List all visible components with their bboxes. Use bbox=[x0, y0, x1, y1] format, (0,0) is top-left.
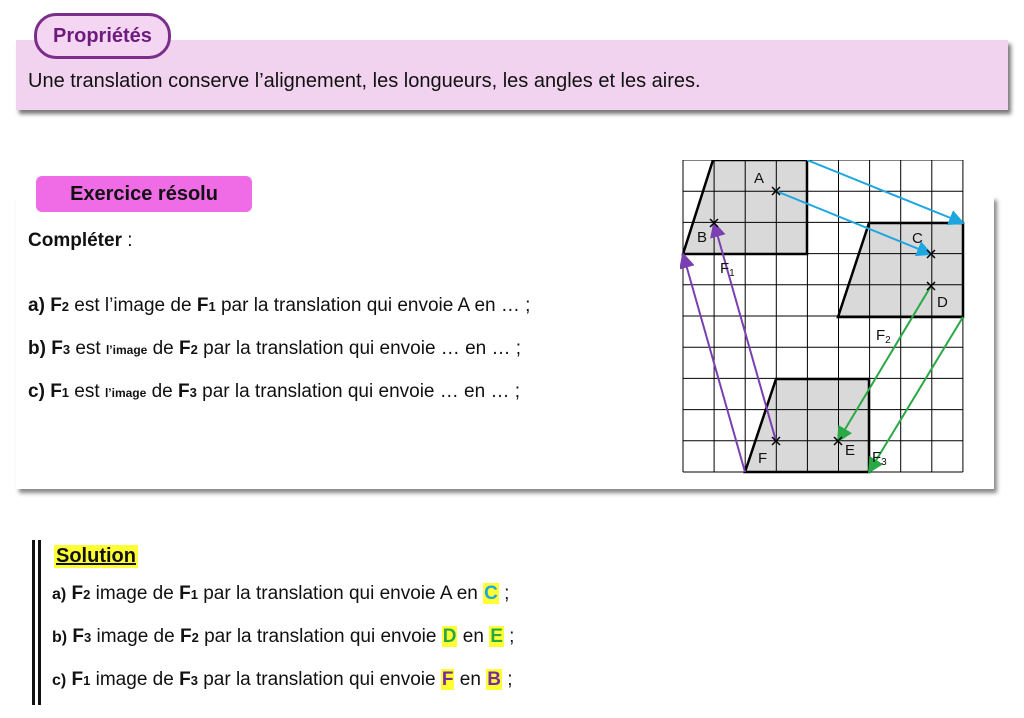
answer-e: E bbox=[490, 626, 503, 647]
solution-title: Solution bbox=[56, 545, 136, 567]
solution-line-c: c) F1 image de F3 par la translation qui envoie F en B ; bbox=[52, 669, 513, 690]
label-a: A bbox=[754, 170, 765, 187]
solution-line-a: a) F2 image de F1 par la translation qui envoie A en C ; bbox=[52, 583, 510, 604]
properties-tab: Propriétés bbox=[34, 13, 171, 59]
exercise-tab: Exercice résolu bbox=[36, 176, 252, 212]
answer-d: D bbox=[442, 626, 457, 647]
answer-f: F bbox=[441, 669, 454, 690]
label-f3: $F_3$ bbox=[872, 449, 887, 468]
label-e: E bbox=[845, 442, 856, 459]
answer-b: B bbox=[487, 669, 501, 690]
exercise-line-b: b) F3 est l’image de F2 par la translation qui envoie … en … ; bbox=[28, 338, 522, 359]
label-b: B bbox=[697, 229, 708, 246]
label-f2: $F_2$ bbox=[876, 327, 891, 346]
exercise-instruction: Compléter : bbox=[28, 230, 133, 251]
label-c: C bbox=[912, 230, 923, 247]
solution-bar-right bbox=[38, 540, 41, 705]
label-d: D bbox=[937, 294, 948, 311]
label-f1: $F_1$ bbox=[720, 260, 735, 279]
label-f: F bbox=[758, 450, 768, 467]
answer-c: C bbox=[484, 583, 498, 604]
translation-figure bbox=[680, 160, 970, 476]
exercise-line-a: a) F2 est l’image de F1 par la translation qui envoie A en … ; bbox=[28, 295, 531, 316]
solution-bar-left bbox=[32, 540, 35, 705]
exercise-line-c: c) F1 est l’image de F3 par la translation qui envoie … en … ; bbox=[28, 381, 521, 402]
properties-text: Une translation conserve l’alignement, les longueurs, les angles et les aires. bbox=[28, 70, 701, 92]
solution-line-b: b) F3 image de F2 par la translation qui envoie D en E ; bbox=[52, 626, 515, 647]
